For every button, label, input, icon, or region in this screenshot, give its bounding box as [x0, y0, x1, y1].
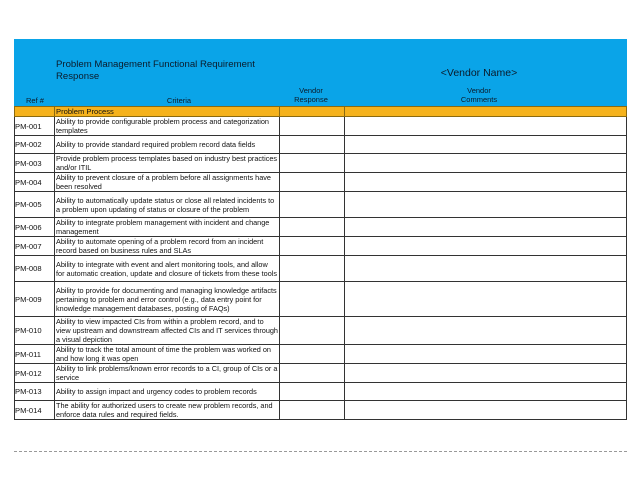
ref-cell: PM-013 [15, 383, 55, 401]
criteria-cell: The ability for authorized users to create new problem records, and enforce data rules and required fields. [55, 401, 280, 420]
ref-cell: PM-007 [15, 237, 55, 256]
criteria-cell: Ability to provide standard required problem record data fields [55, 136, 280, 154]
vendor-response-cell[interactable] [280, 136, 345, 154]
criteria-cell: Ability to link problems/known error records to a CI, group of CIs or a service [55, 364, 280, 383]
vendor-response-cell[interactable] [280, 345, 345, 364]
ref-cell: PM-014 [15, 401, 55, 420]
vendor-comments-cell[interactable] [345, 192, 627, 218]
vendor-comments-cell[interactable] [345, 237, 627, 256]
criteria-cell: Ability to integrate problem management with incident and change management [55, 218, 280, 237]
vendor-comments-cell[interactable] [345, 317, 627, 345]
section-row [15, 107, 627, 117]
criteria-cell: Ability to track the total amount of time the problem was worked on and how long it was open [55, 345, 280, 364]
criteria-cell: Provide problem process templates based on industry best practices and/or ITIL [55, 154, 280, 173]
table-row [15, 345, 627, 364]
vendor-response-cell[interactable] [280, 154, 345, 173]
ref-cell: PM-003 [15, 154, 55, 173]
vendor-comments-cell[interactable] [345, 117, 627, 136]
vendor-response-cell[interactable] [280, 173, 345, 192]
column-header-criteria: Criteria [166, 96, 192, 105]
section-response-cell [280, 107, 345, 117]
vendor-comments-cell[interactable] [345, 256, 627, 282]
ref-cell: PM-001 [15, 117, 55, 136]
vendor-name-cell[interactable]: <Vendor Name> [440, 67, 518, 79]
vendor-comments-cell[interactable] [345, 383, 627, 401]
ref-cell: PM-012 [15, 364, 55, 383]
criteria-cell: Ability to provide configurable problem process and categorization templates [55, 117, 280, 136]
criteria-cell: Ability to view impacted CIs from within a problem record, and to view upstream and downstream affected CIs and IT services through a visual depiction [56, 317, 278, 344]
vendor-response-cell[interactable] [280, 117, 345, 136]
vendor-response-cell[interactable] [280, 317, 345, 345]
section-ref-cell [15, 107, 55, 117]
ref-cell: PM-004 [15, 173, 55, 192]
criteria-cell: Ability to automate opening of a problem record from an incident record based on business rules and SLAs [55, 237, 280, 256]
table-row [15, 317, 627, 345]
vendor-comments-cell[interactable] [345, 154, 627, 173]
table-row [15, 364, 627, 383]
table-row [15, 401, 627, 420]
ref-cell: PM-011 [15, 345, 55, 364]
ref-cell: PM-006 [15, 218, 55, 237]
vendor-comments-cell[interactable] [345, 401, 627, 420]
requirements-table [14, 106, 627, 420]
vendor-comments-cell[interactable] [345, 364, 627, 383]
column-header-vendor-comments: Vendor Comments [460, 86, 498, 104]
table-row [15, 282, 627, 317]
vendor-comments-cell[interactable] [345, 173, 627, 192]
vendor-response-cell[interactable] [280, 401, 345, 420]
table-row [15, 117, 627, 136]
criteria-cell: Ability to integrate with event and alert monitoring tools, and allow for automatic creation, update and closure of tickets from these tools [55, 256, 280, 282]
vendor-comments-cell[interactable] [345, 218, 627, 237]
vendor-response-cell[interactable] [280, 383, 345, 401]
criteria-cell: Ability to automatically update status or close all related incidents to a problem upon updating of status or closure of the problem [55, 192, 280, 218]
vendor-response-cell[interactable] [280, 256, 345, 282]
ref-cell: PM-008 [15, 256, 55, 282]
table-row [15, 383, 627, 401]
section-label: Problem Process [55, 107, 280, 117]
ref-cell: PM-010 [15, 317, 55, 345]
table-row [15, 173, 627, 192]
vendor-response-cell[interactable] [280, 218, 345, 237]
vendor-response-cell[interactable] [280, 282, 345, 317]
vendor-response-cell[interactable] [280, 192, 345, 218]
vendor-comments-cell[interactable] [345, 282, 627, 317]
table-row [15, 136, 627, 154]
table-row [15, 237, 627, 256]
table-row [15, 218, 627, 237]
sheet-title: Problem Management Functional Requirement Response [56, 59, 255, 82]
criteria-cell: Ability to prevent closure of a problem before all assignments have been resolved [55, 173, 280, 192]
requirements-sheet [14, 39, 627, 420]
column-header-ref: Ref # [26, 96, 44, 105]
vendor-response-cell[interactable] [280, 237, 345, 256]
table-row [15, 192, 627, 218]
ref-cell: PM-005 [15, 192, 55, 218]
criteria-cell: Ability to assign impact and urgency codes to problem records [55, 383, 280, 401]
ref-cell: PM-009 [15, 282, 55, 317]
criteria-cell: Ability to provide for documenting and managing knowledge artifacts pertaining to problem and error control (e.g., data entry point for knowledge management databases, posting of FAQs) [55, 282, 280, 317]
vendor-comments-cell[interactable] [345, 136, 627, 154]
table-row [15, 154, 627, 173]
column-header-vendor-response: Vendor Response [294, 86, 328, 104]
vendor-response-cell[interactable] [280, 364, 345, 383]
sheet-header [14, 39, 627, 106]
ref-cell: PM-002 [15, 136, 55, 154]
table-row [15, 256, 627, 282]
vendor-comments-cell[interactable] [345, 345, 627, 364]
section-comments-cell [345, 107, 627, 117]
page-break-line [14, 451, 627, 452]
